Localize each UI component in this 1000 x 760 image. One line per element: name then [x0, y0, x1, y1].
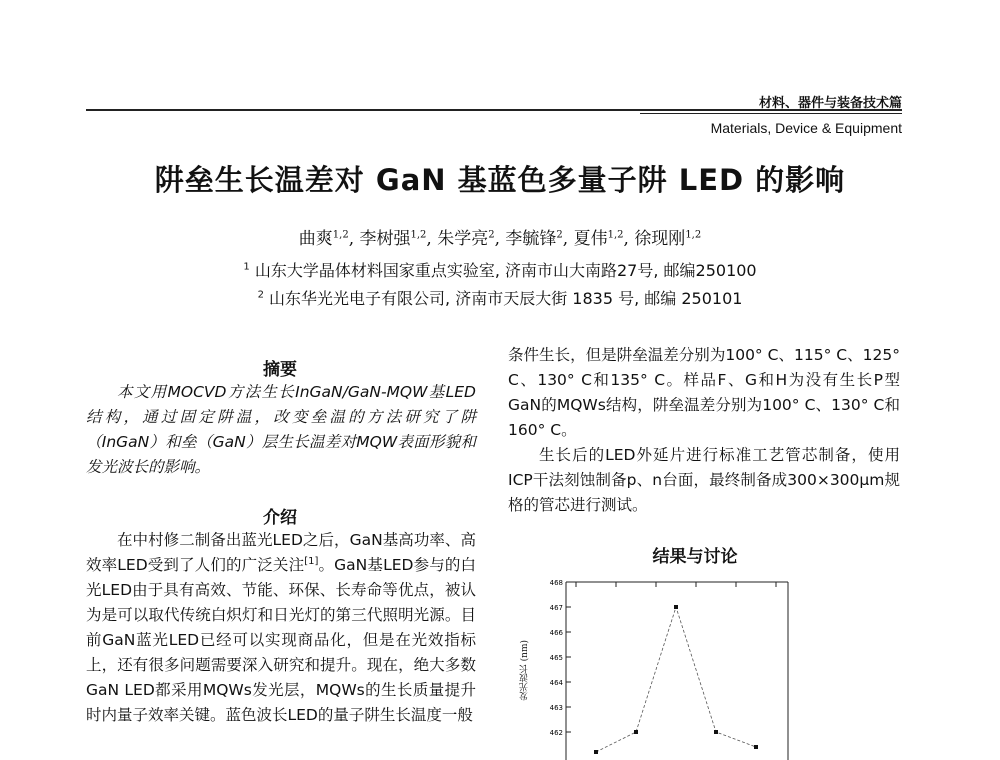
y-tick-label: 465 — [549, 654, 563, 662]
intro-text-a: 在中村修二制备出蓝光LED之后，GaN基高功率、高效率LED受到了人们的广泛关注 — [86, 531, 476, 574]
author-affiliation-mark: 1,2 — [607, 229, 624, 241]
y-tick-label: 468 — [549, 579, 563, 587]
author-affiliation-mark: 2 — [488, 229, 495, 241]
author-affiliation-mark: 1,2 — [410, 229, 427, 241]
affiliation-2 — [0, 286, 1000, 309]
data-point — [714, 730, 718, 734]
chart-y-axis-label: 发光波长 (nm) — [520, 640, 530, 701]
abstract-body — [86, 380, 476, 480]
author-name: 李毓锋 — [505, 229, 557, 249]
data-point — [594, 750, 598, 754]
abstract-heading: 摘要 — [263, 360, 297, 380]
affiliation-number: 2 — [257, 289, 264, 301]
experiment-paragraph-1: 条件生长，但是阱垒温差分别为100° C、115° C、125° C、130° C和135° C。样品F、G和H为没有生长P型GaN的MQWs结构，阱垒温差分别为100° C、130° C和160° C。 — [508, 346, 900, 439]
affiliation-text: 山东华光光电子有限公司, 济南市天辰大街 1835 号, 邮编 250101 — [269, 289, 743, 308]
wavelength-chart — [526, 576, 816, 760]
header-rule-short — [640, 113, 902, 114]
y-tick-label: 466 — [549, 629, 563, 637]
paper-title: 阱垒生长温差对 GaN 基蓝色多量子阱 LED 的影响 — [154, 163, 846, 197]
author-affiliation-mark: 2 — [556, 229, 563, 241]
series-line — [596, 607, 756, 752]
y-tick-label: 467 — [549, 604, 563, 612]
data-point — [674, 605, 678, 609]
header-category-cn: 材料、器件与装备技术篇 — [758, 96, 902, 111]
author-affiliation-mark: 1,2 — [685, 229, 702, 241]
author-list: 曲爽$^{1,2}$, 李树强$^{1,2}$, 朱学亮$^2$, 李毓锋$^2$, 夏伟$^{1,2}$, 徐现刚$^{1,2}$ — [298, 229, 702, 249]
y-tick-label: 462 — [549, 729, 563, 737]
citation-ref: [1] — [304, 555, 319, 567]
y-tick-label: 463 — [549, 704, 563, 712]
results-heading: 结果与讨论 — [652, 547, 738, 567]
affiliation-1 — [0, 258, 1000, 281]
author-name: 徐现刚 — [634, 229, 686, 249]
right-column-body — [508, 343, 900, 518]
intro-text-b: 。GaN基LED参与的白光LED由于具有高效、节能、环保、长寿命等优点，被认为是可以取代传统白炽灯和日光灯的第三代照明光源。目前GaN蓝光LED已经可以实现商品化，但是在光效指标上，还有很多问题需要深入研究和提升。现在，绝大多数GaN LED都采用MQWs发光层，MQWs的生长质量提升时内量子效率关键。蓝色波长LED的量子阱生长温度一般 — [86, 556, 476, 724]
abstract-text: 本文用MOCVD方法生长InGaN/GaN-MQW基LED结构，通过固定阱温，改变垒温的方法研究了阱（InGaN）和垒（GaN）层生长温差对MQW表面形貌和发光波长的影响。 — [86, 383, 476, 476]
author-name: 李树强 — [359, 229, 411, 249]
author-name: 曲爽 — [298, 229, 333, 249]
experiment-paragraph-2: 生长后的LED外延片进行标准工艺管芯制备，使用ICP干法刻蚀制备p、n台面，最终制备成300×300μm规格的管芯进行测试。 — [508, 446, 900, 514]
y-tick-label: 464 — [549, 679, 563, 687]
intro-heading: 介绍 — [263, 508, 297, 528]
intro-body — [86, 528, 476, 728]
affiliation-text: 山东大学晶体材料国家重点实验室, 济南市山大南路27号, 邮编250100 — [254, 261, 757, 280]
author-name: 夏伟 — [573, 229, 608, 249]
header-category-en: Materials, Device & Equipment — [710, 120, 902, 136]
affiliation-number: 1 — [243, 261, 250, 273]
data-point — [634, 730, 638, 734]
author-affiliation-mark: 1,2 — [332, 229, 349, 241]
intro-paragraph — [86, 528, 476, 728]
data-point — [754, 745, 758, 749]
author-name: 朱学亮 — [437, 229, 489, 249]
